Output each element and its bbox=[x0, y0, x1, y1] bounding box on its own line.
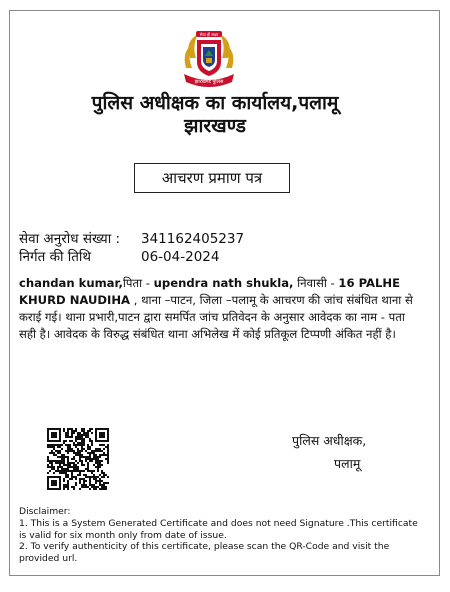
father-name: upendra nath shukla, bbox=[153, 276, 294, 290]
certificate-title: आचरण प्रमाण पत्र bbox=[134, 163, 290, 193]
disclaimer-point-2: 2. To verify authenticity of this certificate, please scan the QR-Code and visit the provided url. bbox=[19, 541, 390, 565]
request-number-label: सेवा अनुरोध संख्या : bbox=[19, 231, 121, 247]
svg-text:झारखण्ड पुलिस: झारखण्ड पुलिस bbox=[194, 79, 224, 85]
office-title bbox=[40, 92, 390, 138]
certificate-body bbox=[19, 275, 423, 343]
applicant-address: 16 PALHE KHURD NAUDIHA bbox=[19, 276, 401, 307]
body-statement: , थाना –पाटन, जिला –पलामू के आचरण की जांच संबंधित थाना से कराई गई। थाना प्रभारी,पाटन द्वारा समर्पित जांच प्रतिवेदन के अनुसार आवेदक का नाम - पता सही है। आवेदक के विरुद्ध संबंधित थाना अभिलेख में कोई प्रतिकूल टिप्पणी अंकित नहीं है। bbox=[19, 293, 413, 341]
police-emblem-icon bbox=[176, 28, 242, 90]
svg-text:सेवा ही लक्ष्य: सेवा ही लक्ष्य bbox=[199, 32, 219, 37]
office-title-line1: पुलिस अधीक्षक का कार्यालय,पलामू bbox=[91, 92, 339, 114]
signatory-place: पलामू bbox=[334, 456, 361, 471]
issue-date-row bbox=[19, 247, 219, 265]
disclaimer-heading: Disclaimer: bbox=[19, 506, 71, 517]
issue-date-label: निर्गत की तिथि bbox=[19, 249, 92, 265]
request-number-value: 341162405237 bbox=[141, 231, 245, 247]
father-label: पिता - bbox=[122, 276, 154, 290]
disclaimer-point-1: 1. This is a System Generated Certificate and does not need Signature .This certificate is valid for six month only from date of issue. bbox=[19, 517, 418, 541]
office-title-line2: झारखण्ड bbox=[184, 115, 246, 137]
applicant-name: chandan kumar, bbox=[19, 276, 123, 290]
qr-code-icon[interactable] bbox=[47, 428, 109, 490]
resident-label: निवासी - bbox=[293, 276, 339, 290]
signatory-designation: पुलिस अधीक्षक, bbox=[292, 433, 367, 448]
issue-date-value: 06-04-2024 bbox=[141, 249, 220, 265]
request-number-row bbox=[19, 229, 244, 247]
disclaimer bbox=[19, 506, 427, 565]
